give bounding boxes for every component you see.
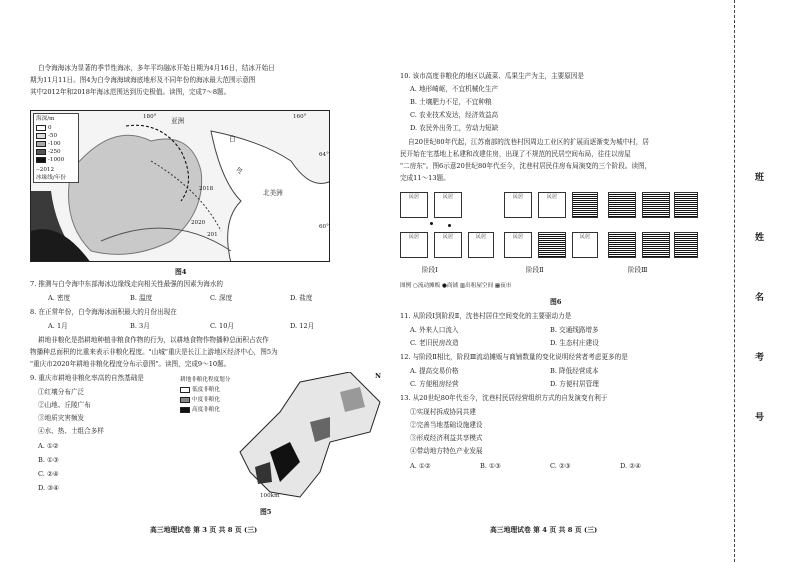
fig5-caption: 图5 [260, 508, 272, 516]
q8-option-a: A. 1月 [48, 322, 68, 330]
label-sea: 令 [236, 167, 243, 175]
q7-option-c: C. 深度 [210, 294, 233, 302]
legend-item: -100 [36, 140, 61, 149]
side-char: 名 [755, 293, 765, 303]
q13-item: ①实现村拆成协同共建 [410, 408, 476, 416]
q13-option-d: D. ②④ [620, 462, 642, 470]
stage-2-label: 阶段Ⅱ [526, 266, 544, 274]
q13-option-b: B. ①③ [480, 462, 501, 470]
rental-space [642, 192, 670, 218]
house: 民居 [400, 232, 428, 258]
q11-option-d: D. 生态村庄建设 [550, 339, 599, 347]
q12-stem: 12. 与阶段Ⅱ相比，阶段Ⅲ流动摊贩与商铺数量的变化说明经营者考虑更多的是 [400, 353, 628, 361]
north-arrow-icon: N [375, 372, 382, 380]
rental-space [608, 232, 636, 258]
label-asia: 亚洲 [171, 117, 185, 125]
left-page [30, 0, 390, 562]
q8-option-b: B. 3月 [130, 322, 150, 330]
chongqing-legend-item: 中度非粮化 [180, 396, 220, 405]
lat-60: 60° [319, 224, 329, 230]
q10-option-d: D. 农民外出务工，劳动力短缺 [410, 124, 499, 132]
lat-64: 64° [319, 152, 329, 158]
legend-title: 海深/m [36, 116, 55, 122]
q12-option-d: D. 方便村居管理 [550, 380, 599, 388]
intro-line: 民开始在宅基地上私建和改建住房，出现了不规范的民居空间布局，往往以房屋 [400, 150, 631, 158]
q10-option-c: C. 农业技术发达，经济效益高 [410, 111, 499, 119]
stage-3-label: 阶段Ⅲ [628, 266, 648, 274]
left-footer: 高三地理试卷 第 3 页 共 8 页 (三) [150, 526, 258, 534]
q9-option-d: D. ③④ [38, 484, 60, 492]
chongqing-legend-item: 高度非粮化 [180, 406, 220, 415]
intro-line: 期为11月11日。图4为白令海海域海底地形及不同年份的海冰最大范围示意图 [30, 76, 256, 84]
chongqing-map [180, 372, 390, 502]
bering-sea-map [30, 110, 330, 262]
stage-1-label: 阶段Ⅰ [422, 266, 438, 274]
q9-stem: 9. 重庆市耕地非粮化率高的自然基础是 [30, 374, 144, 382]
q11-option-c: C. 老旧民房改造 [410, 339, 459, 347]
q10-stem: 10. 该市高度非粮化的地区以蔬菜、瓜果生产为主，主要原因是 [400, 72, 585, 80]
q9-item: ④水、热、土组合多样 [38, 427, 104, 435]
lon-180: 180° [143, 114, 157, 120]
vendor-icon [448, 224, 451, 227]
label-north-america: 北美洲 [263, 189, 283, 197]
right-footer: 高三地理试卷 第 4 页 共 8 页 (三) [490, 526, 598, 534]
stage-1-diagram [400, 188, 496, 264]
intro-line: 其中2012年和2018年海冰范围达到历史极值。读图，完成7～8题。 [30, 88, 231, 96]
house: 民居 [400, 192, 428, 218]
q9-option-a: A. ①② [38, 442, 59, 450]
q13-item: ③形成经济利益共享模式 [410, 434, 483, 442]
intro2-line: 物播种总面积的比重来表示非粮化程度。"山城"重庆是长江上游地区经济中心，图5为 [30, 348, 278, 356]
q12-option-a: A. 提高交易价格 [410, 367, 459, 375]
q7-option-a: A. 密度 [48, 294, 71, 302]
intro2-line: "重庆市2020年耕地非粮化程度分布示意图"。读图，完成9～10题。 [30, 360, 231, 368]
q9-option-b: B. ①③ [38, 456, 59, 464]
legend-item: -1000 [36, 156, 64, 165]
q13-option-a: A. ①② [410, 462, 431, 470]
q9-item: ②山地、丘陵广布 [38, 401, 91, 409]
intro-line: 自20世纪80年代起，江苏南部的沈巷村因周边工业区的扩展而逐渐变为城中村，居 [408, 138, 649, 146]
scale-bar: 100km [260, 493, 280, 499]
lon-160: 160° [293, 114, 307, 120]
q12-option-b: B. 降低经营成本 [550, 367, 599, 375]
label-white: 白 [229, 135, 236, 143]
q8-stem: 8. 在正常年份，白令海海冰面积最大的月份出现在 [30, 308, 177, 316]
house: 民居 [468, 232, 494, 258]
right-page [400, 0, 700, 562]
q13-option-c: C. ②③ [550, 462, 571, 470]
legend-line: --2012 [36, 167, 55, 173]
intro-line: "二房东"。图6示意20世纪80年代至今，沈巷村居民住房布局演变的三个阶段。读图， [400, 162, 652, 170]
q8-option-c: C. 10月 [210, 322, 234, 330]
side-char: 班 [755, 173, 765, 183]
rental-space [538, 232, 566, 258]
label-201: 201 [207, 232, 218, 238]
side-char: 姓 [755, 233, 765, 243]
intro-line: 白令海海冰为显著的季节性海冰，多年平均融冰开始日期为4月16日，结冰开始日 [38, 64, 275, 72]
chongqing-legend [180, 376, 254, 422]
fig4-caption: 图4 [175, 268, 187, 276]
intro-line: 完成11～13题。 [400, 174, 450, 182]
side-char: 号 [755, 413, 765, 423]
stage-2-diagram [504, 188, 600, 264]
side-char: 考 [755, 353, 765, 363]
house: 民居 [504, 192, 532, 218]
rental-space [674, 232, 698, 258]
legend-item: -50 [36, 132, 57, 141]
q9-item: ①红壤分布广泛 [38, 388, 85, 396]
intro2-line: 耕地非粮化是指耕地种植非粮食作物的行为，以耕地食物作物播种总面积占农作 [38, 336, 269, 344]
map-legend [33, 113, 79, 183]
q13-stem: 13. 从20世纪80年代至今，沈巷村民居经营组织方式的自发演变有利于 [400, 394, 608, 402]
house: 民居 [434, 192, 462, 218]
fig6-legend: 图例 ○流动摊贩 ●商铺 ▥出租屋空间 ▦夜市 [400, 283, 512, 289]
rental-space [572, 192, 598, 218]
rental-space [608, 192, 636, 218]
q13-item: ②完善当地基础设施建设 [410, 421, 483, 429]
legend-item: 0 [36, 124, 52, 133]
rental-space [674, 192, 698, 218]
house: 民居 [504, 232, 532, 258]
fig6-caption: 图6 [550, 298, 562, 306]
q9-item: ③地质灾害频发 [38, 414, 85, 422]
house: 民居 [538, 192, 566, 218]
q8-option-d: D. 12月 [290, 322, 315, 330]
rental-space [642, 232, 670, 258]
q13-item: ④带动地方特色产业发展 [410, 447, 483, 455]
q7-option-d: D. 盐度 [290, 294, 313, 302]
q11-option-b: B. 交通线路增多 [550, 326, 599, 334]
chongqing-legend-title: 耕地非粮化程度划分 [180, 377, 231, 383]
label-2020: 2020 [191, 220, 206, 226]
q10-option-a: A. 地形崎岖，不宜机械化生产 [410, 85, 499, 93]
house: 民居 [572, 232, 598, 258]
q12-option-c: C. 方便租房经营 [410, 380, 459, 388]
stage-3-diagram [608, 188, 700, 264]
q10-option-b: B. 土壤肥力不足，不宜种粮 [410, 98, 492, 106]
q9-option-c: C. ②④ [38, 470, 59, 478]
q11-option-a: A. 外来人口流入 [410, 326, 459, 334]
house: 民居 [434, 232, 462, 258]
chongqing-legend-item: 低度非粮化 [180, 386, 220, 395]
label-2018: 2018 [199, 186, 214, 192]
legend-item: -250 [36, 148, 61, 157]
q11-stem: 11. 从阶段Ⅰ到阶段Ⅱ，沈巷村居住空间变化的主要驱动力是 [400, 312, 572, 320]
q7-option-b: B. 温度 [130, 294, 153, 302]
binding-strip [734, 0, 784, 562]
legend-bottom: 冰缘线/年份 [36, 175, 66, 181]
q7-stem: 7. 推测与白令海中东部海冰边缘线走向相关性最强的因素为海水的 [30, 280, 224, 288]
vendor-icon [430, 222, 433, 225]
